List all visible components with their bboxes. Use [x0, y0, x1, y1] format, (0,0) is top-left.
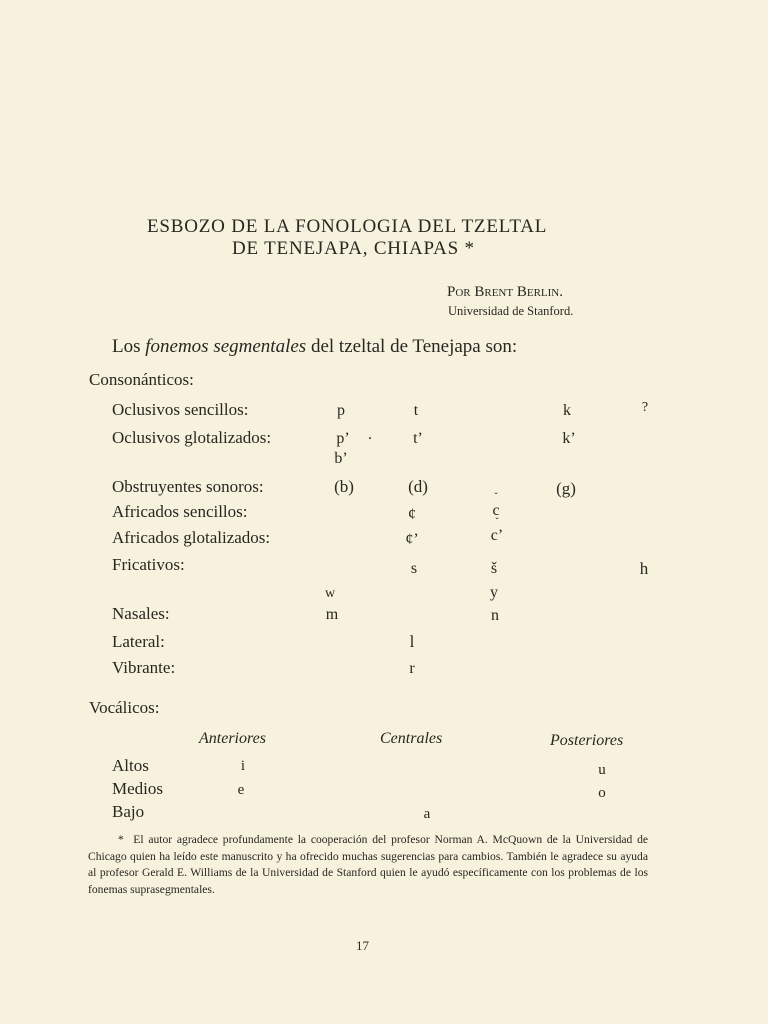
- vowel-cell: o: [598, 785, 606, 801]
- vowel-cell: u: [598, 762, 606, 778]
- caron-mark: ˇ: [494, 492, 498, 503]
- phoneme-dot: .: [368, 426, 372, 443]
- phoneme-cell: p: [337, 402, 345, 419]
- vowel-row-label: Medios: [112, 779, 163, 798]
- phoneme-cell: b’: [334, 450, 348, 467]
- phoneme-cell: p’: [336, 430, 350, 447]
- phoneme-cell: š: [490, 560, 498, 577]
- phoneme-cell: k’: [562, 430, 576, 447]
- phoneme-c: c: [492, 502, 500, 519]
- phoneme-cell: t’: [413, 430, 423, 447]
- phoneme-cell: m: [325, 606, 339, 623]
- consonant-row-label: Oclusivos glotalizados:: [112, 428, 272, 447]
- phoneme-cell: (b): [334, 477, 354, 496]
- phoneme-cell: (g): [556, 479, 576, 498]
- phoneme-cell: ?: [641, 400, 649, 415]
- phoneme-cell: t: [413, 402, 419, 419]
- phoneme-cell: n: [491, 607, 499, 624]
- phoneme-cell: (d): [408, 477, 428, 496]
- phoneme-cell: h: [639, 559, 649, 578]
- phoneme-cell: k: [563, 402, 571, 419]
- author-affiliation: Universidad de Stanford.: [448, 304, 574, 318]
- intro-post: del tzeltal de Tenejapa son:: [306, 336, 518, 357]
- phoneme-cell: y: [490, 584, 498, 601]
- intro-sentence: [112, 336, 517, 358]
- footnote-star: *: [118, 833, 124, 846]
- consonant-row-label: Nasales:: [112, 604, 170, 623]
- vowel-cell: a: [423, 806, 431, 822]
- consonant-row-label: Vibrante:: [112, 658, 176, 677]
- phoneme-cell: s: [410, 560, 418, 577]
- title-line-1: ESBOZO DE LA FONOLOGIA DEL TZELTAL: [147, 216, 548, 237]
- footnote: [88, 832, 648, 898]
- intro-italic: fonemos segmentales: [145, 336, 307, 357]
- consonant-row-label: Africados sencillos:: [112, 502, 248, 521]
- phoneme-cell: w: [324, 586, 336, 601]
- page-number: 17: [356, 938, 369, 953]
- vowel-row-label: Bajo: [112, 802, 145, 821]
- author-name: Por Brent Berlin.: [447, 284, 563, 300]
- consonant-row-label: Lateral:: [112, 632, 165, 651]
- vowel-column-header: Posteriores: [550, 732, 624, 749]
- consonant-row-label: Obstruyentes sonoros:: [112, 477, 264, 496]
- phoneme-cell: l: [409, 632, 415, 651]
- consonants-heading: Consonánticos:: [89, 370, 194, 389]
- vowel-cell: e: [237, 782, 245, 798]
- title-line-2: DE TENEJAPA, CHIAPAS *: [232, 238, 475, 259]
- consonant-row-label: Africados glotalizados:: [112, 528, 271, 547]
- caron-mark: ˇ: [495, 517, 499, 528]
- phoneme-c-glottal: c’: [490, 527, 504, 544]
- consonant-row-label: Oclusivos sencillos:: [112, 400, 249, 419]
- phoneme-cell: r: [409, 660, 415, 677]
- phoneme-cell: ¢: [408, 506, 416, 523]
- phoneme-cell: ¢’: [405, 531, 419, 548]
- vowel-row-label: Altos: [112, 756, 149, 775]
- vowel-column-header: Centrales: [380, 730, 443, 747]
- vowel-cell: i: [240, 758, 246, 774]
- footnote-text: El autor agradece profundamente la cooperación del profesor Norman A. McQuown de la Universidad de Chicago quien ha leído este manuscrito y ha ofrecido muchas sugerencias para cambios. También le agradece su ayuda al profesor Gerald E. Williams de la Universidad de Stanford quien le ayudó específicamente con los problemas de los fonemas suprasegmentales.: [88, 833, 649, 896]
- vowel-column-header: Anteriores: [199, 730, 266, 747]
- phoneme-cell: [477, 519, 517, 545]
- intro-pre: Los: [112, 336, 146, 357]
- vowels-heading: Vocálicos:: [89, 698, 160, 717]
- consonant-row-label: Fricativos:: [112, 555, 185, 574]
